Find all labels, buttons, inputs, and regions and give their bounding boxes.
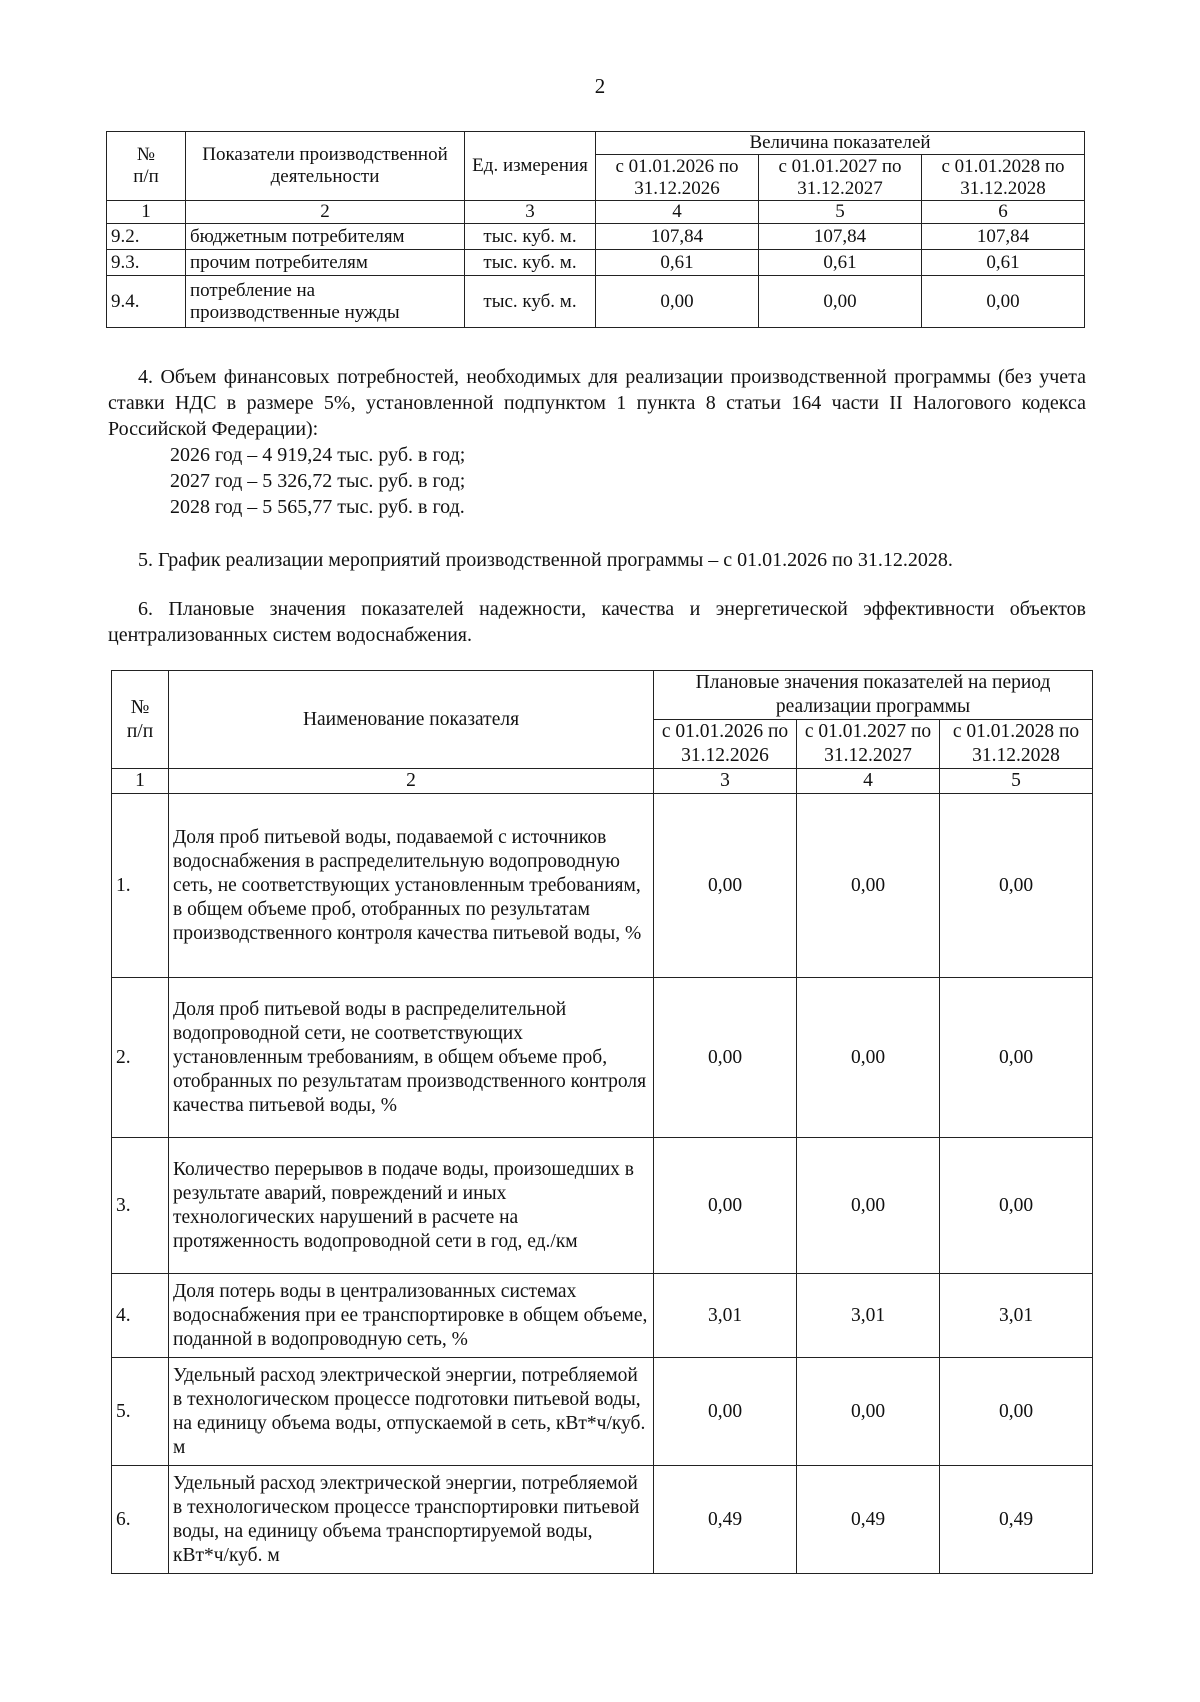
row-value-2028: 0,00: [940, 1358, 1093, 1466]
header-values-group: Плановые значения показателей на период реализации программы: [654, 671, 1093, 720]
col-number: 5: [940, 769, 1093, 794]
financial-item-2028: 2028 год – 5 565,77 тыс. руб. в год.: [170, 496, 465, 518]
col-number: 1: [112, 769, 169, 794]
row-unit: тыс. куб. м.: [465, 224, 596, 250]
section-4-text: 4. Объем финансовых потребностей, необходимых для реализации производственной программы (без учета ставки НДС в размере 5%, установленной подпунктом 1 пункта 8 статьи 164 части II Налогового кодекса Российской Федерации):: [108, 366, 1086, 440]
row-value-2026: 0,49: [654, 1466, 797, 1574]
row-value-2027: 0,49: [797, 1466, 940, 1574]
column-numbers-row: [112, 769, 1093, 794]
row-num: 1.: [112, 794, 169, 978]
header-period-2026: с 01.01.2026 по 31.12.2026: [654, 720, 797, 769]
col-number: 3: [465, 201, 596, 224]
row-value-2026: 3,01: [654, 1274, 797, 1358]
row-num: 3.: [112, 1138, 169, 1274]
row-num: 9.4.: [107, 276, 186, 328]
page-number: 2: [594, 74, 606, 98]
col-number: 6: [922, 201, 1085, 224]
table-row: [112, 1138, 1093, 1274]
row-name: бюджетным потребителям: [186, 224, 465, 250]
row-value-2027: 0,00: [797, 794, 940, 978]
section-financial-needs: [108, 364, 1086, 520]
col-number: 5: [759, 201, 922, 224]
row-value-2026: 107,84: [596, 224, 759, 250]
row-name: Доля проб питьевой воды, подаваемой с источников водоснабжения в распределительную водопроводную сеть, не соответствующих установленным требованиям, в общем объеме проб, отобранных по результатам производственного контроля качества питьевой воды, %: [169, 794, 654, 978]
header-period-2028: с 01.01.2028 по 31.12.2028: [940, 720, 1093, 769]
row-value-2027: 0,00: [797, 1138, 940, 1274]
col-number: 2: [186, 201, 465, 224]
row-name: прочим потребителям: [186, 250, 465, 276]
financial-item-2027: 2027 год – 5 326,72 тыс. руб. в год;: [170, 470, 466, 492]
table-row: [112, 1466, 1093, 1574]
row-name: Удельный расход электрической энергии, потребляемой в технологическом процессе транспортировки питьевой воды, на единицу объема транспортируемой воды, кВт*ч/куб. м: [169, 1466, 654, 1574]
row-num: 6.: [112, 1466, 169, 1574]
row-name: Доля проб питьевой воды в распределительной водопроводной сети, не соответствующих установленным требованиям, в общем объеме проб, отобранных по результатам производственного контроля качества питьевой воды, %: [169, 978, 654, 1138]
row-value-2028: 0,61: [922, 250, 1085, 276]
row-name: Доля потерь воды в централизованных системах водоснабжения при ее транспортировке в общем объеме, поданной в водопроводную сеть, %: [169, 1274, 654, 1358]
row-value-2027: 0,61: [759, 250, 922, 276]
row-value-2028: 107,84: [922, 224, 1085, 250]
row-value-2028: 0,00: [940, 978, 1093, 1138]
section-5-text: 5. График реализации мероприятий производственной программы – с 01.01.2026 по 31.12.2028.: [138, 549, 953, 571]
table-row: [107, 224, 1085, 250]
header-num: № п/п: [107, 132, 186, 201]
row-value-2027: 107,84: [759, 224, 922, 250]
row-value-2028: 0,49: [940, 1466, 1093, 1574]
header-period-2027: с 01.01.2027 по 31.12.2027: [759, 155, 922, 201]
header-values-group: Величина показателей: [596, 132, 1085, 155]
column-numbers-row: [107, 201, 1085, 224]
header-period-2028: с 01.01.2028 по 31.12.2028: [922, 155, 1085, 201]
row-value-2026: 0,00: [654, 978, 797, 1138]
row-num: 9.3.: [107, 250, 186, 276]
header-name: Наименование показателя: [169, 671, 654, 769]
row-name: Количество перерывов в подаче воды, произошедших в результате аварий, повреждений и иных технологических нарушений в расчете на протяженность водопроводной сети в год, ед./км: [169, 1138, 654, 1274]
col-number: 3: [654, 769, 797, 794]
reliability-indicators-table: [111, 670, 1093, 1574]
header-unit: Ед. измерения: [465, 132, 596, 201]
table-row: [107, 250, 1085, 276]
row-value-2026: 0,61: [596, 250, 759, 276]
table-row: [112, 1274, 1093, 1358]
row-value-2028: 0,00: [922, 276, 1085, 328]
row-value-2027: 0,00: [797, 978, 940, 1138]
row-value-2027: 0,00: [759, 276, 922, 328]
header-num: № п/п: [112, 671, 169, 769]
row-value-2026: 0,00: [654, 794, 797, 978]
production-indicators-table: [106, 131, 1085, 328]
header-period-2027: с 01.01.2027 по 31.12.2027: [797, 720, 940, 769]
financial-item-2026: 2026 год – 4 919,24 тыс. руб. в год;: [170, 444, 466, 466]
row-value-2027: 0,00: [797, 1358, 940, 1466]
header-indicator: Показатели производственной деятельности: [186, 132, 465, 201]
row-value-2026: 0,00: [654, 1358, 797, 1466]
table-row: [112, 794, 1093, 978]
row-name: потребление на производственные нужды: [186, 276, 465, 328]
header-period-2026: с 01.01.2026 по 31.12.2026: [596, 155, 759, 201]
table-row: [107, 276, 1085, 328]
table-row: [112, 978, 1093, 1138]
row-num: 4.: [112, 1274, 169, 1358]
table-row: [112, 1358, 1093, 1466]
row-value-2028: 0,00: [940, 794, 1093, 978]
row-unit: тыс. куб. м.: [465, 276, 596, 328]
row-value-2027: 3,01: [797, 1274, 940, 1358]
col-number: 4: [797, 769, 940, 794]
row-num: 2.: [112, 978, 169, 1138]
col-number: 1: [107, 201, 186, 224]
section-6-text: 6. Плановые значения показателей надежности, качества и энергетической эффективности объектов централизованных систем водоснабжения.: [108, 598, 1086, 646]
col-number: 2: [169, 769, 654, 794]
row-value-2028: 3,01: [940, 1274, 1093, 1358]
row-value-2026: 0,00: [654, 1138, 797, 1274]
row-value-2028: 0,00: [940, 1138, 1093, 1274]
row-name: Удельный расход электрической энергии, потребляемой в технологическом процессе подготовки питьевой воды, на единицу объема воды, отпускаемой в сеть, кВт*ч/куб. м: [169, 1358, 654, 1466]
row-unit: тыс. куб. м.: [465, 250, 596, 276]
row-value-2026: 0,00: [596, 276, 759, 328]
col-number: 4: [596, 201, 759, 224]
row-num: 9.2.: [107, 224, 186, 250]
row-num: 5.: [112, 1358, 169, 1466]
